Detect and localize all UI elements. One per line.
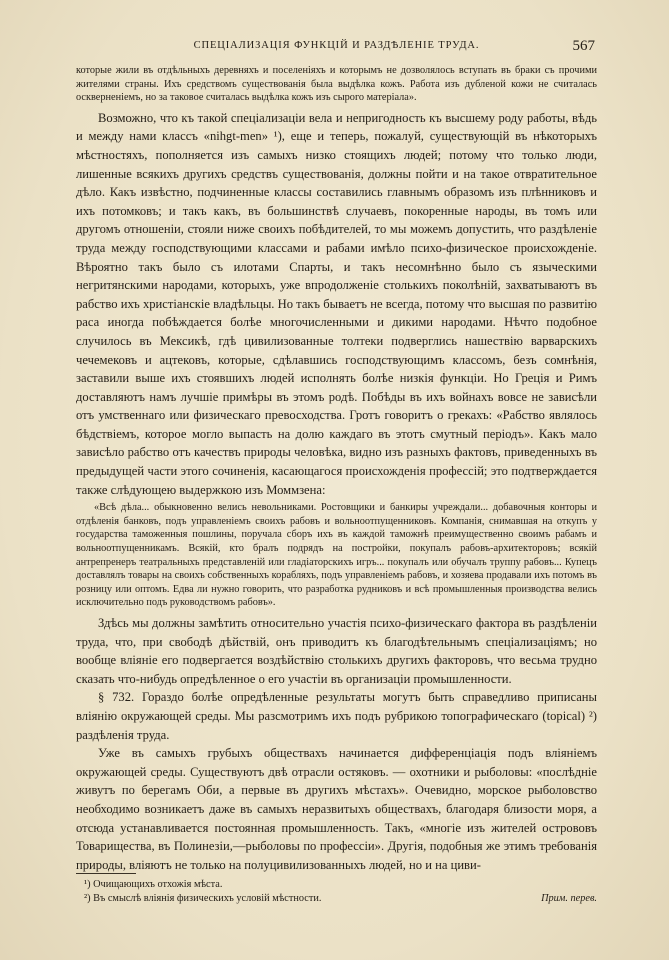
running-head [76,34,597,58]
paragraph-psycho-physical-factor: Здѣсь мы должны замѣтить относительно участія психо-физическаго фактора въ раздѣленіи труда, что, при свободѣ дѣйствій, онъ приводитъ къ благодѣтельнымъ спеціализаціямъ; но вообще вліяніе его подвергается воздѣйствію столькихъ другихъ факторовъ, что весьма трудно сказать что-нибудь опредѣленное о его участіи въ организаціи промышленности. [76,616,597,686]
paragraph-specialization: Возможно, что къ такой спеціализаціи вела и непригодность къ высшему роду работы, вѣдь и между нами классъ «nihgt-men» ¹), еще и теперь, пожалуй, существующій въ нѣкоторыхъ мѣстностяхъ, пополняется изъ самыхъ низко стоящихъ людей; потому что только люди, лишенные всякихъ другихъ средствъ существованія, должны пойти и на такое отвратительное дѣло. Какъ извѣстно, подчиненные классы составились главнымъ образомъ изъ плѣнниковъ и ихъ потомковъ; и такъ какъ, въ большинствѣ случаевъ, покоренные народы, въ томъ или другомъ отношеніи, стояли ниже своихъ побѣдителей, то мы можемъ допустить, что раздѣленіе труда между господствующими классами и рабами имѣло психо-физическое происхожденіе. Вѣроятно такъ было съ илотами Спарты, и такъ несомнѣнно было съ языческими негритянскими народами, которыхъ, уже впродолженіе столькихъ поколѣній, захватываютъ въ рабство ихъ христіанскіе владѣльцы. Но такъ бываетъ не всегда, потому что высшая по развитію раса иногда побѣждается болѣе многочисленными и дикими народами. Нѣчто подобное случилось въ Мексикѣ, гдѣ цивилизованные толтеки подверглись нашествію варварскихъ чечемековъ и ацтековъ, которые, сдѣлавшись господствующимъ классомъ, безъ сомнѣнія, заставили выше ихъ стоявшихъ людей исполнять болѣе низкія функціи. Но Греція и Римъ доставляютъ намъ лучшіе примѣры въ этомъ родѣ. Побѣды въ ихъ войнахъ вовсе не зависѣли отъ умственнаго или физическаго превосходства. Гротъ говоритъ о грекахъ: «Рабство являлось бѣдствіемъ, которое могло выпасть на долю каждаго въ этотъ смутный періодъ». Какъ мало зависѣло рабство отъ качествъ природы человѣка, видно изъ разныхъ фактовъ, приведенныхъ въ предыдущей части этого сочиненія, касающагося происхожденія профессій; это подтверждается также слѣдующею выдержкою изъ Моммзена: [76,110,597,497]
mommsen-quote: «Всѣ дѣла... обыкновенно велись невольниками. Ростовщики и банкиры учреждали... добавочныя конторы и отдѣленія банковъ, подъ управленіемъ своихъ рабовъ и вольноотпущенниковъ. Компанія, снимавшая на откупъ у государства таможенныя пошлины, поручала сборъ ихъ въ каждой таможнѣ преимущественно своимъ рабамъ и вольноотпущенникамъ. Всякій, кто бралъ подрядъ на постройки, покупалъ рабовъ-архитекторовъ; всякій антрепренеръ театральныхъ представленій или гладіаторскихъ игръ... покупалъ или обучалъ труппу рабовъ... Купецъ доставлялъ товары на своихъ собственныхъ корабляхъ, подъ управленіемъ рабовъ, и хозяева продавали ихъ потомъ въ розницу или оптомъ. Едва ли нужно говорить, что разработка рудниковъ и всѣ промышленныя производства велись исключительно подъ руководствомъ рабовъ». [76,502,597,609]
footnote-2-text: ²) Въ смыслѣ вліянія физическихъ условій мѣстности. [84,893,322,904]
page-number: 567 [572,38,595,54]
footnote-rule [76,873,136,874]
footnote-1: ¹) Очищающихъ отхожія мѣста. [84,879,223,890]
translator-note: Прим. перев. [541,893,597,904]
running-title: СПЕЦІАЛИЗАЦІЯ ФУНКЦІЙ И РАЗДѢЛЕНІЕ ТРУДА. [193,40,480,51]
footnote-2 [76,892,597,906]
paragraph-environment: Уже въ самыхъ грубыхъ обществахъ начинается дифференціація подъ вліяніемъ окружающей среды. Существуютъ двѣ отрасли остяковъ. — охотники и рыболовы: «послѣдніе живутъ по берегамъ Оби, а первые въ другихъ мѣстахъ». Очевидно, морское рыболовство необходимо возникаетъ даже въ самыхъ неразвитыхъ обществахъ, благодаря близости моря, а отсюда устанавливается постоянная промышленность. Такъ, «многіе изъ жителей острововъ Товарищества, въ Полинезіи,—рыболовы по профессіи». Другія, подобныя же этимъ требованія природы, вліяютъ не только на полуцивилизованныхъ людей, но и на циви- [76,746,597,872]
footnotes [76,873,597,906]
paragraph-section-732: § 732. Гораздо болѣе опредѣленные результаты могутъ быть справедливо приписаны вліянію окружающей среды. Мы разсмотримъ ихъ подъ рубрикою топографическаго (topical) ²) раздѣленія труда. [76,690,597,742]
continued-quote-text: которые жили въ отдѣльныхъ деревняхъ и поселеніяхъ и которымъ не дозволялось вступать въ браки съ прочими жителями страны. Ихъ средствомъ существованія была выдѣлка кожъ. Работа изъ дубленой кожи не считалась оскверненіемъ, но за таковое считалась выдѣлка кожъ изъ сырого матеріала». [76,65,597,104]
